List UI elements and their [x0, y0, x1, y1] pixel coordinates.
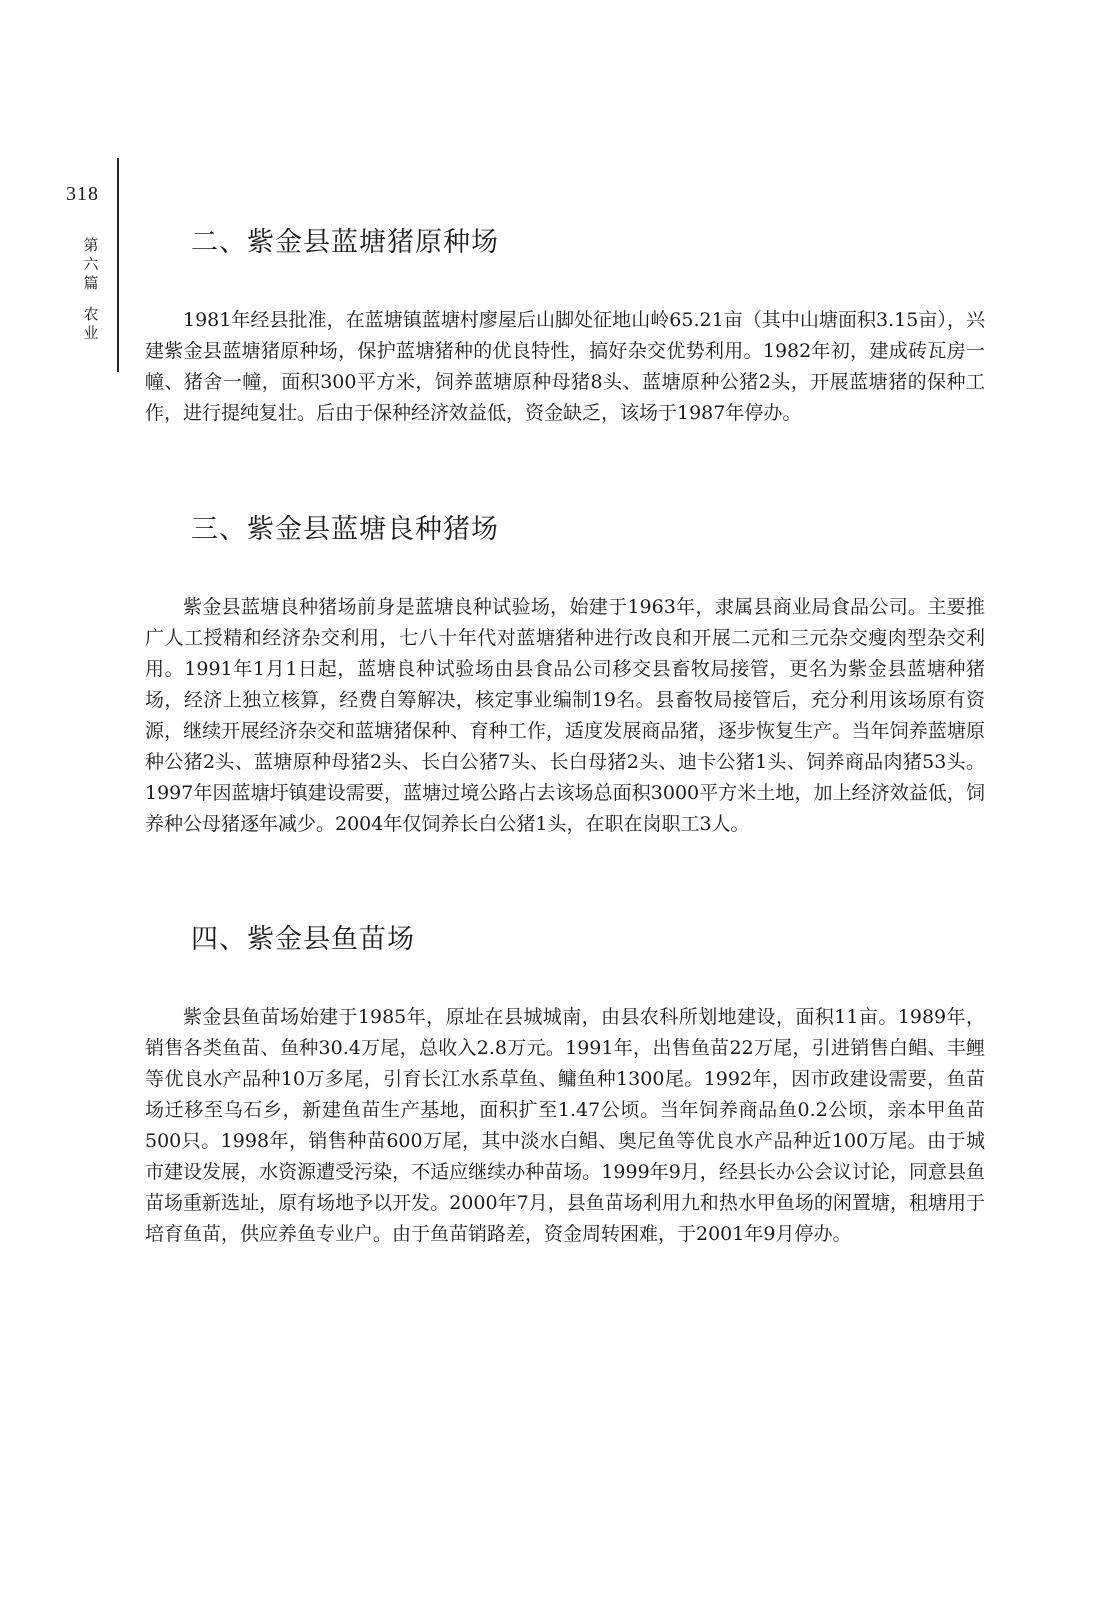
section-paragraph: 1981年经县批准，在蓝塘镇蓝塘村廖屋后山脚处征地山岭65.21亩（其中山塘面积3.15亩），兴建紫金县蓝塘猪原种场，保护蓝塘猪种的优良特性，搞好杂交优势利用。1982年初，建成砖瓦房一幢、猪舍一幢，面积300平方米，饲养蓝塘原种母猪8头、蓝塘原种公猪2头，开展蓝塘猪的保种工作，进行提纯复壮。后由于保种经济效益低，资金缺乏，该场于1987年停办。 [145, 309, 985, 424]
section-lantang-fine-breed-pig-farm [145, 509, 985, 840]
section-paragraph: 紫金县蓝塘良种猪场前身是蓝塘良种试验场，始建于1963年，隶属县商业局食品公司。主要推广人工授精和经济杂交利用，七八十年代对蓝塘猪种进行改良和开展二元和三元杂交瘦肉型杂交利用。1991年1月1日起，蓝塘良种试验场由县食品公司移交县畜牧局接管，更名为紫金县蓝塘种猪场，经济上独立核算，经费自筹解决，核定事业编制19名。县畜牧局接管后，充分利用该场原有资源，继续开展经济杂交和蓝塘猪保种、育种工作，适度发展商品猪，逐步恢复生产。当年饲养蓝塘原种公猪2头、蓝塘原种母猪2头、长白公猪7头、长白母猪2头、迪卡公猪1头、饲养商品肉猪53头。1997年因蓝塘圩镇建设需要，蓝塘过境公路占去该场总面积3000平方米土地，加上经济效益低，饲养种公母猪逐年减少。2004年仅饲养长白公猪1头，在职在岗职工3人。 [145, 596, 985, 835]
chapter-label-gap [78, 293, 104, 305]
chapter-label-char: 六 [83, 255, 99, 273]
section-heading: 二、紫金县蓝塘猪原种场 [191, 227, 499, 258]
margin-rule [117, 158, 119, 372]
section-paragraph: 紫金县鱼苗场始建于1985年，原址在县城城南，由县农科所划地建设，面积11亩。1989年，销售各类鱼苗、鱼种30.4万尾，总收入2.8万元。1991年，出售鱼苗22万尾，引进销售白鲳、丰鲤等优良水产品种10万多尾，引育长江水系草鱼、鳙鱼种1300尾。1992年，因市政建设需要，鱼苗场迁移至乌石乡，新建鱼苗生产基地，面积扩至1.47公顷。当年饲养商品鱼0.2公顷，亲本甲鱼苗500只。1998年，销售种苗600万尾，其中淡水白鲳、奥尼鱼等优良水产品种近100万尾。由于城市建设发展，水资源遭受污染，不适应继续办种苗场。1999年9月，经县长办公会议讨论，同意县鱼苗场重新选址，原有场地予以开发。2000年7月，县鱼苗场利用九和热水甲鱼场的闲置塘，租塘用于培育鱼苗，供应养鱼专业户。由于鱼苗销路差，资金周转困难，于2001年9月停办。 [145, 1006, 985, 1245]
chapter-label-char: 业 [83, 324, 99, 342]
chapter-label-char: 篇 [83, 274, 99, 292]
section-lantang-pig-breeding-farm [145, 222, 985, 429]
page-number: 318 [66, 183, 99, 205]
chapter-label [78, 236, 104, 343]
chapter-label-char: 农 [83, 305, 99, 323]
section-heading: 三、紫金县蓝塘良种猪场 [191, 514, 499, 545]
section-heading: 四、紫金县鱼苗场 [191, 924, 415, 955]
section-fish-fry-farm [145, 919, 985, 1250]
chapter-label-char: 第 [83, 236, 99, 254]
